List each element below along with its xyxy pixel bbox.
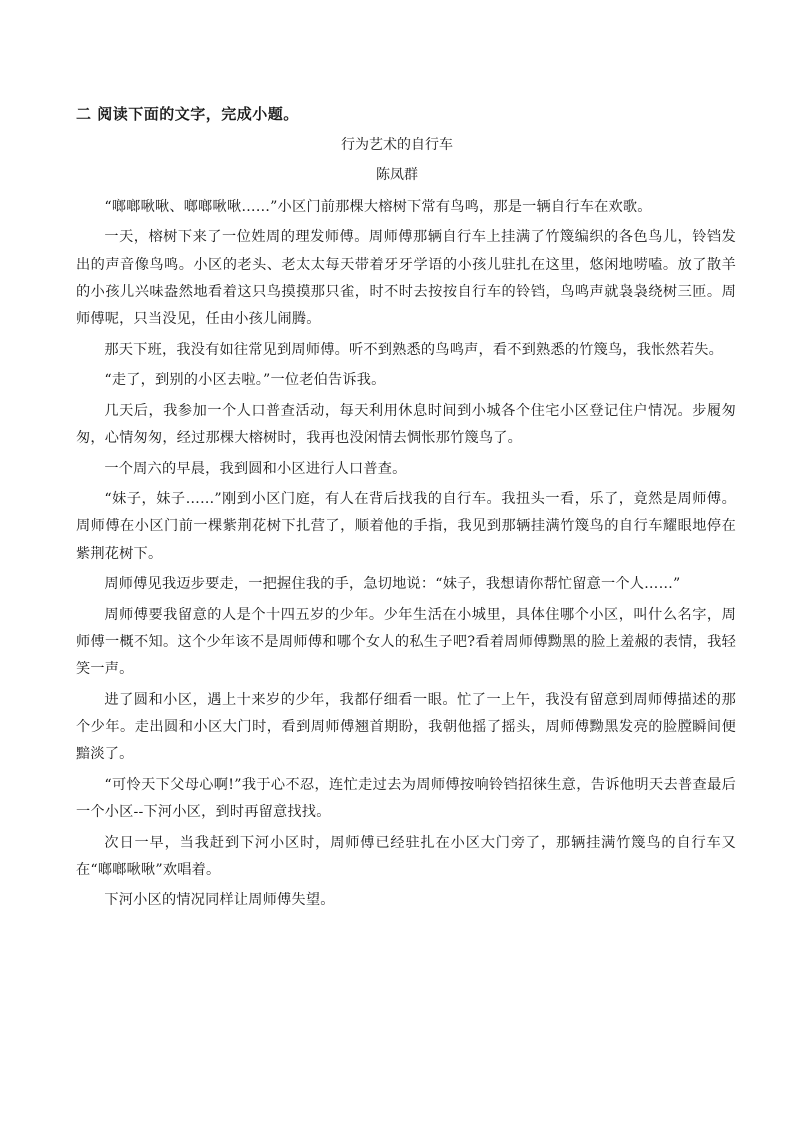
paragraph: “可怜天下父母心啊!”我于心不忍，连忙走过去为周师傅按响铃铛招徕生意，告诉他明天去普查最后一个小区--下河小区，到时再留意找找。 [76, 776, 736, 821]
paragraph: 那天下班，我没有如往常见到周师傅。听不到熟悉的鸟鸣声，看不到熟悉的竹篾鸟，我怅然若失。 [104, 341, 724, 358]
paragraph: “啷啷啾啾、啷啷啾啾……”小区门前那棵大榕树下常有鸟鸣，那是一辆自行车在欢歌。 [104, 199, 652, 215]
paragraph: 周师傅见我迈步要走，一把握住我的手，急切地说：“妹子，我想请你帮忙留意一个人……” [104, 576, 681, 593]
paragraph: 进了圆和小区，遇上十来岁的少年，我都仔细看一眼。忙了一上午，我没有留意到周师傅描述的那个少年。走出圆和小区大门时，看到周师傅翘首期盼，我朝他摇了摇头，周师傅黝黑发亮的脸膛瞬间便黯淡了。 [76, 691, 736, 763]
paragraph: 下河小区的情况同样让周师傅失望。 [104, 892, 335, 909]
article-title: 行为艺术的自行车 [341, 137, 453, 153]
paragraph: 周师傅要我留意的人是个十四五岁的少年。少年生活在小城里，具体住哪个小区，叫什么名字，周师傅一概不知。这个少年该不是周师傅和哪个女人的私生子吧?看着周师傅黝黑的脸上羞赧的表情，我轻笑一声。 [76, 606, 736, 678]
paragraph: 次日一早，当我赶到下河小区时，周师傅已经驻扎在小区大门旁了，那辆挂满竹篾鸟的自行车又在“啷啷啾啾”欢唱着。 [76, 834, 736, 878]
paragraph: 几天后，我参加一个人口普查活动，每天利用休息时间到小城各个住宅小区登记住户情况。步履匆匆，心情匆匆，经过那棵大榕树时，我再也没闲情去惆怅那竹篾鸟了。 [76, 402, 736, 447]
paragraph: “妹子，妹子……”刚到小区门庭，有人在背后找我的自行车。我扭头一看，乐了，竟然是周师傅。周师傅在小区门前一棵紫荆花树下扎营了，顺着他的手指，我见到那辆挂满竹篾鸟的自行车耀眼地停在紫荆花树下。 [76, 491, 736, 562]
paragraph: 一天，榕树下来了一位姓周的理发师傅。周师傅那辆自行车上挂满了竹篾编织的各色鸟儿，铃铛发出的声音像鸟鸣。小区的老头、老太太每天带着牙牙学语的小孩儿驻扎在这里，悠闲地唠嗑。放了散羊的小孩儿兴味盎然地看着这只鸟摸摸那只雀，时不时去按按自行车的铃铛，鸟鸣声就袅袅绕树三匝。周师傅呢，只当没见，任由小孩儿闹腾。 [76, 229, 736, 328]
paragraph: 一个周六的早晨，我到圆和小区进行人口普查。 [104, 460, 407, 477]
section-heading: 二 阅读下面的文字，完成小题。 [76, 105, 299, 123]
article-body [76, 194, 736, 918]
paragraph: “走了，到别的小区去啦。”一位老伯告诉我。 [104, 372, 386, 389]
article-author: 陈凤群 [376, 167, 418, 183]
